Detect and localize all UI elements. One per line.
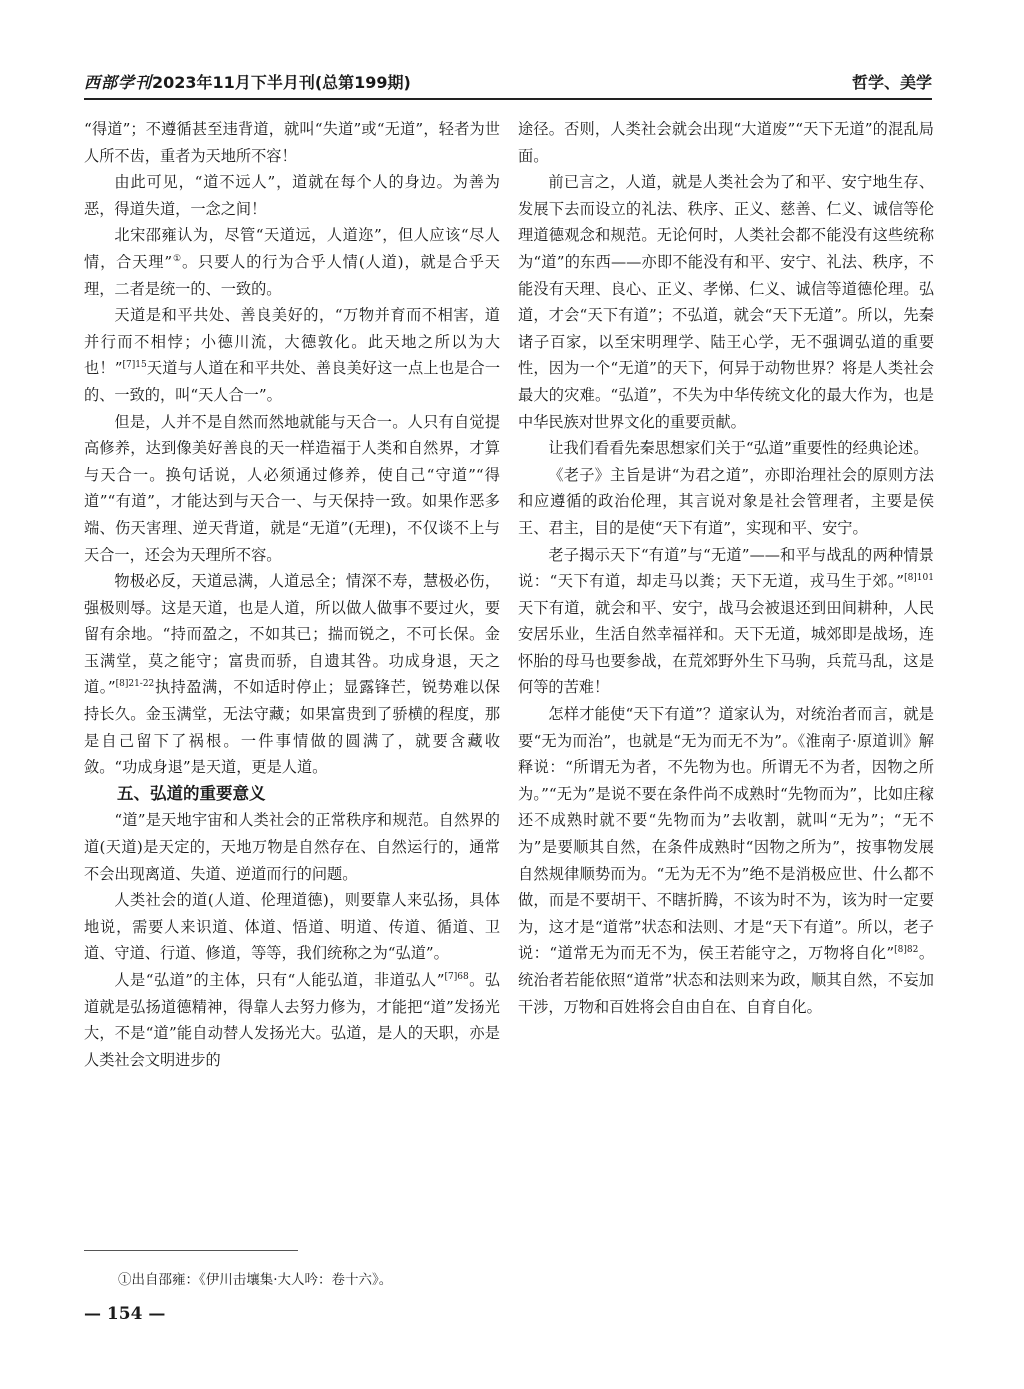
paragraph-text: 。只要人的行为合乎人情(人道)，就是合乎天理，二者是统一的、一致的。 [84, 252, 500, 298]
paragraph: 人类社会的道(人道、伦理道德)，则要靠人来弘扬，具体地说，需要人来识道、体道、悟道、明道、传道、循道、卫道、守道、行道、修道，等等，我们统称之为“弘道”。 [84, 891, 500, 963]
page-number: — 154 — [84, 1304, 166, 1324]
citation-ref: [8]21-22 [115, 679, 155, 690]
paragraph-text: 老子揭示天下“有道”与“无道”——和平与战乱的两种情景说：“天下有道，却走马以粪；天下无道，戎马生于郊。” [518, 545, 934, 591]
paragraph: “得道”；不遵循甚至违背道，就叫“失道”或“无道”，轻者为世人所不齿，重者为天地所不容！ [84, 120, 500, 165]
paragraph: “道”是天地宇宙和人类社会的正常秩序和规范。自然界的道(天道)是天定的，天地万物是自然存在、自然运行的，通常不会出现离道、失道、逆道而行的问题。 [84, 811, 500, 883]
paragraph [518, 701, 934, 1020]
paragraph-text: 怎样才能使“天下有道”？道家认为，对统治者而言，就是要“无为而治”，也就是“无为而无不为”。《淮南子·原道训》解释说：“所谓无为者，不先物为也。所谓无不为者，因物之所为。”“无为”是说不要在条件尚不成熟时“先物而为”，比如庄稼还不成熟时就不要“先物而为”去收割，就叫“无为”；“无不为”是要顺其自然，在条件成熟时“因物之所为”，按事物发展自然规律顺势而为。“无为无不为”绝不是消极应世、什么都不做，而是不要胡干、不瞎折腾，不该为时不为，该为时一定要为，这才是“道常”状态和法则、才是“天下有道”。所以，老子说：“道常无为而无不为，侯王若能守之，万物将自化” [518, 705, 934, 963]
paragraph-text: 物极必反，天道忌满，人道忌全；情深不寿，慧极必伤，强极则辱。这是天道，也是人道，所以做人做事不要过火，要留有余地。“持而盈之，不如其已；揣而锐之，不可长保。金玉满堂，莫之能守；富贵而骄，自遗其咎。功成身退，天之道。” [84, 572, 500, 697]
paragraph: 由此可见，“道不远人”，道就在每个人的身边。为善为恶，得道失道，一念之间！ [84, 173, 500, 218]
footnote-divider [84, 1250, 298, 1251]
paragraph: 《老子》主旨是讲“为君之道”，亦即治理社会的原则方法和应遵循的政治伦理，其言说对象是社会管理者，主要是侯王、君主，目的是使“天下有道”，实现和平、安宁。 [518, 465, 934, 537]
journal-issue: 2023年11月下半月刊(总第199期) [152, 73, 411, 92]
section-tag: 哲学、美学 [851, 73, 932, 92]
paragraph [84, 967, 500, 1073]
citation-ref: [7]68 [444, 971, 469, 982]
paragraph: 让我们看看先秦思想家们关于“弘道”重要性的经典论述。 [548, 439, 929, 458]
paragraph [84, 568, 500, 781]
journal-title [84, 70, 411, 93]
citation-ref: [8]101 [904, 573, 934, 584]
paragraph-text: 北宋邵雍认为，尽管“天道远，人道迩”，但人应该“尽人情，合天理” [84, 226, 500, 271]
paragraph-text: 。弘道就是弘扬道德精神，得靠人去努力修为，才能把“道”发扬光大，不是“道”能自动替人发扬光大。弘道，是人的天职，亦是人类社会文明进步的 [84, 971, 500, 1069]
left-column [84, 116, 500, 1073]
paragraph-text: 执持盈满，不如适时停止；显露锋芒，锐势难以保持长久。金玉满堂，无法守藏；如果富贵到了骄横的程度，那是自己留下了祸根。一件事情做的圆满了，就要含藏收敛。“功成身退”是天道，更是人道。 [84, 678, 500, 777]
paragraph-text: 。统治者若能依照“道常”状态和法则来为政，顺其自然，不妄加干涉，万物和百姓将会自由自在、自育自化。 [518, 944, 935, 1016]
paragraph [84, 222, 500, 302]
paragraph-text: 人是“弘道”的主体，只有“人能弘道，非道弘人” [114, 971, 445, 989]
citation-ref: [7]15 [122, 360, 147, 371]
journal-logo: 西部学刊 [84, 73, 153, 92]
right-column [518, 116, 934, 1020]
paragraph [84, 302, 500, 408]
paragraph: 但是，人并不是自然而然地就能与天合一。人只有自觉提高修养，达到像美好善良的天一样造福于人类和自然界，才算与天合一。换句话说，人必须通过修养，使自己“守道”“得道”“有道”，才能达到与天合一、与天保持一致。如果作恶多端、伤天害理、逆天背道，就是“无道”(无理)，不仅谈不上与天合一，还会为天理所不容。 [84, 412, 500, 564]
paragraph-text: 天道与人道在和平共处、善良美好这一点上也是合一的、一致的，叫“天人合一”。 [84, 359, 501, 404]
paragraph [518, 542, 934, 702]
paragraph-text: 天下有道，就会和平、安宁，战马会被退还到田间耕种，人民安居乐业，生活自然幸福祥和。天下无道，城郊即是战场，连怀胎的母马也要参战，在荒郊野外生下马驹，兵荒马乱，这是何等的苦难！ [518, 598, 934, 697]
paragraph: 前已言之，人道，就是人类社会为了和平、安宁地生存、发展下去而设立的礼法、秩序、正义、慈善、仁义、诚信等伦理道德观念和规范。无论何时，人类社会都不能没有这些统称为“道”的东西——亦即不能没有和平、安宁、礼法、秩序，不能没有天理、良心、正义、孝悌、仁义、诚信等道德伦理。弘道，才会“天下有道”；不弘道，就会“天下无道”。所以，先秦诸子百家，以至宋明理学、陆王心学，无不强调弘道的重要性，因为一个“无道”的天下，何异于动物世界？将是人类社会最大的灾难。“弘道”，不失为中华传统文化的最大作为，也是中华民族对世界文化的重要贡献。 [518, 173, 934, 431]
paragraph-text: 天道是和平共处、善良美好的，“万物并育而不相害，道并行而不相悖；小德川流，大德敦化。此天地之所以为大也！” [84, 306, 500, 378]
page-header [84, 68, 932, 100]
citation-ref: [8]82 [894, 945, 919, 956]
section-heading: 五、弘道的重要意义 [117, 783, 266, 803]
paragraph: 途径。否则，人类社会就会出现“大道废”“天下无道”的混乱局面。 [518, 120, 934, 165]
footnote: ①出自邵雍：《伊川击壤集·大人吟：卷十六》。 [118, 1272, 393, 1288]
footnote-ref: ① [172, 253, 182, 264]
